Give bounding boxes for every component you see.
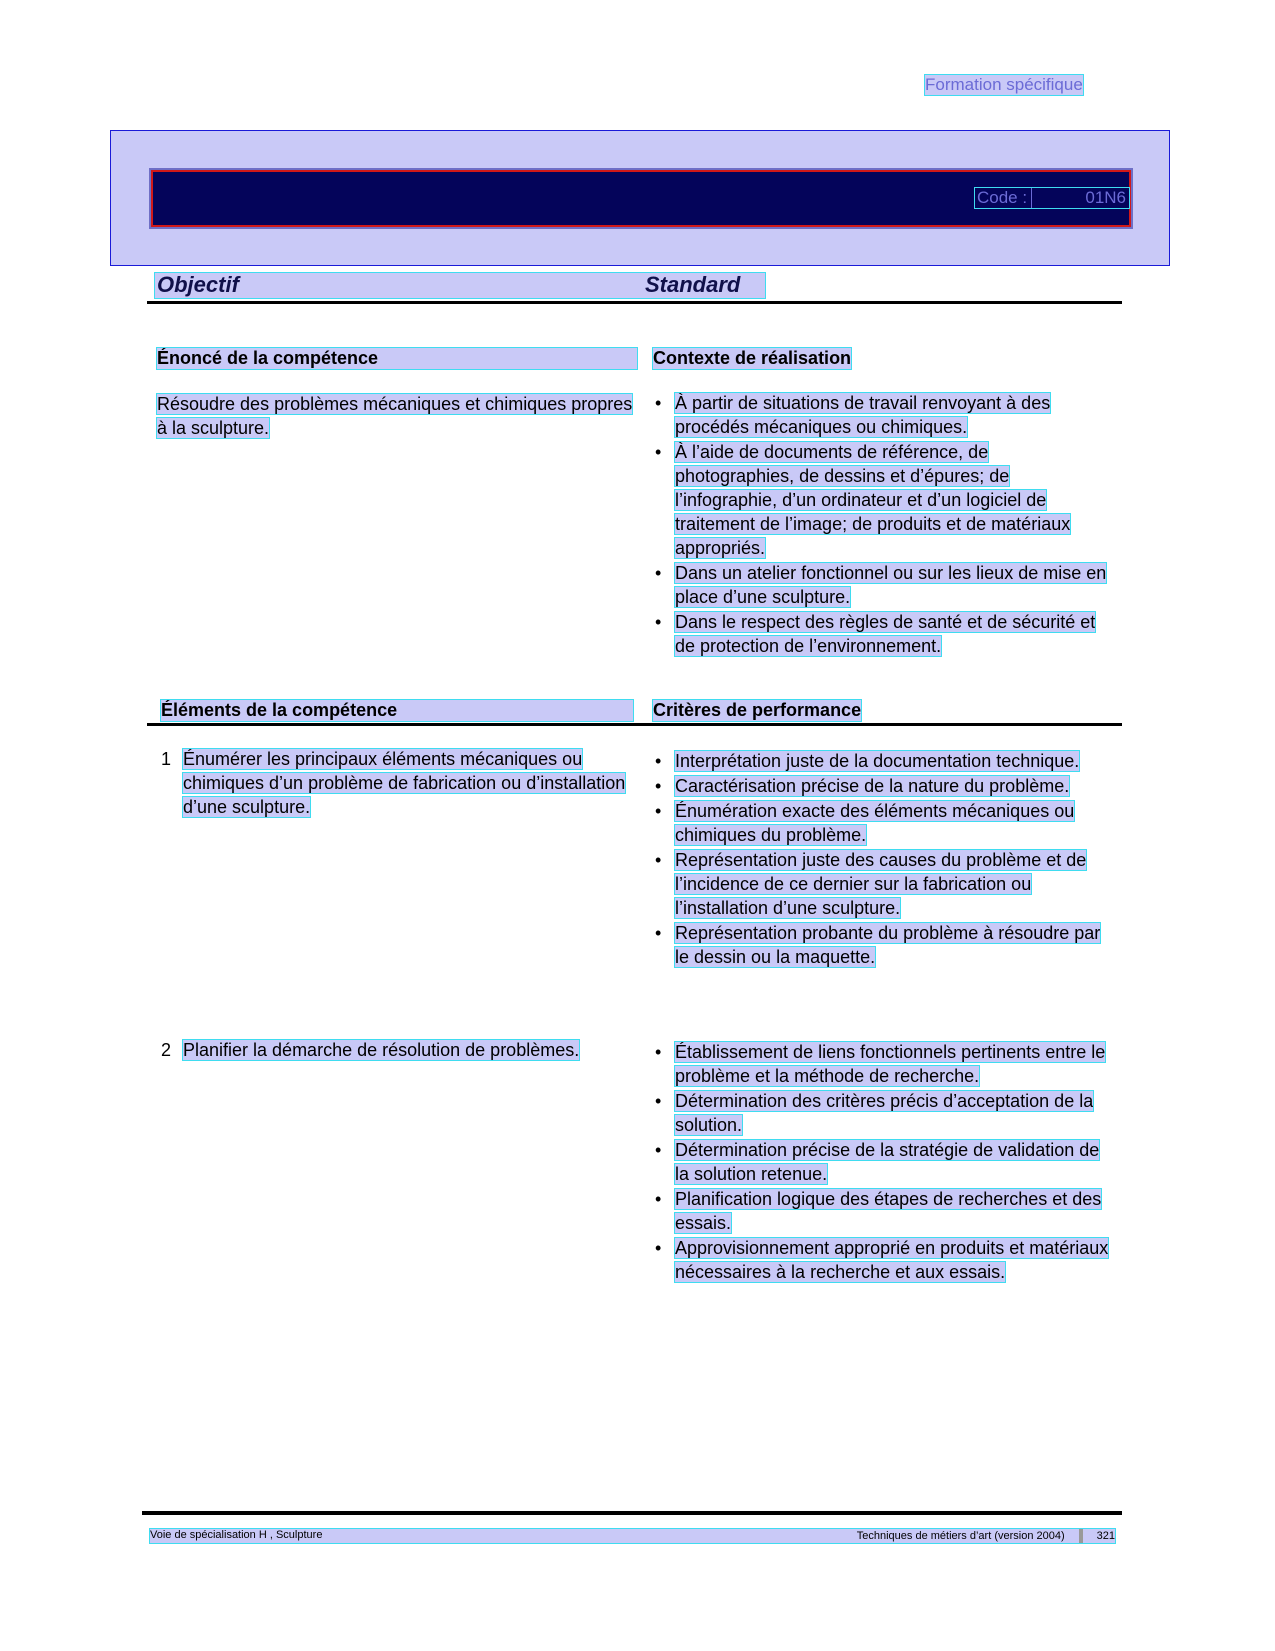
objective-standard-header [155, 273, 765, 298]
list-item: • Planification logique des étapes de recherches et des essais. [653, 1187, 1118, 1235]
standard-heading: Standard [645, 272, 741, 297]
enonce-column [157, 348, 637, 440]
objectif-heading: Objectif [157, 272, 239, 297]
contexte-title: Contexte de réalisation [653, 348, 852, 368]
banner [149, 168, 1133, 229]
element-1-criteria [653, 749, 1123, 970]
footer-rule [142, 1511, 1122, 1515]
header-rule [147, 301, 1122, 304]
elements-rule [147, 723, 1122, 726]
enonce-title: Énoncé de la compétence [157, 348, 637, 369]
enonce-text: Résoudre des problèmes mécaniques et chimiques propres à la sculpture. [157, 394, 633, 438]
list-item: • Dans le respect des règles de santé et de sécurité et de protection de l’environnement. [653, 610, 1108, 658]
list-item: • Dans un atelier fonctionnel ou sur les lieux de mise en place d’une sculpture. [653, 561, 1108, 609]
element-text: Planifier la démarche de résolution de problèmes. [183, 1040, 580, 1060]
list-item: • Caractérisation précise de la nature du problème. [653, 774, 1118, 798]
code-separator [1031, 188, 1076, 208]
list-item: • Établissement de liens fonctionnels pertinents entre le problème et la méthode de recherche. [653, 1040, 1118, 1088]
banner-bar [151, 170, 1131, 227]
element-number: 2 [161, 1040, 172, 1060]
elements-header-row [147, 700, 1122, 722]
list-item: • Approvisionnement approprié en produits et matériaux nécessaires à la recherche et aux essais. [653, 1236, 1118, 1284]
list-item: • Détermination des critères précis d’acceptation de la solution. [653, 1089, 1118, 1137]
element-number: 1 [161, 749, 172, 769]
code-box [975, 188, 1129, 208]
footer-right: Techniques de métiers d’art (version 2004) [856, 1529, 1065, 1542]
criteres-title: Critères de performance [653, 700, 862, 720]
contexte-list [653, 391, 1108, 658]
element-1 [157, 747, 647, 819]
list-item: • À l’aide de documents de référence, de photographies, de dessins et d’épures; de l’infographie, d’un ordinateur et d’un logiciel de traitement de l’image; de produits et de matériaux appropriés. [653, 440, 1108, 560]
list-item: • Détermination précise de la stratégie de validation de la solution retenue. [653, 1138, 1118, 1186]
running-header: Formation spécifique [925, 75, 1083, 94]
enonce-text-wrap [157, 392, 637, 440]
list-item: • Interprétation juste de la documentation technique. [653, 749, 1118, 773]
page-footer [150, 1529, 1115, 1543]
footer-separator [1079, 1529, 1083, 1543]
list-item: • À partir de situations de travail renvoyant à des procédés mécaniques ou chimiques. [653, 391, 1108, 439]
code-value: 01N6 [1085, 188, 1126, 207]
elements-title: Éléments de la compétence [161, 700, 633, 721]
element-2 [157, 1038, 647, 1062]
contexte-column [653, 348, 1123, 659]
list-item: • Énumération exacte des éléments mécaniques ou chimiques du problème. [653, 799, 1118, 847]
list-item: • Représentation probante du problème à résoudre par le dessin ou la maquette. [653, 921, 1118, 969]
page-number: 321 [1096, 1529, 1115, 1542]
code-label: Code : [977, 188, 1028, 207]
list-item: • Représentation juste des causes du problème et de l’incidence de ce dernier sur la fabrication ou l’installation d’une sculpture. [653, 848, 1118, 920]
footer-right-wrap [857, 1529, 1115, 1543]
footer-left: Voie de spécialisation H , Sculpture [150, 1529, 323, 1541]
element-text: Énumérer les principaux éléments mécaniques ou chimiques d’un problème de fabrication ou d’installation d’une sculpture. [183, 749, 626, 817]
element-2-criteria [653, 1040, 1123, 1285]
